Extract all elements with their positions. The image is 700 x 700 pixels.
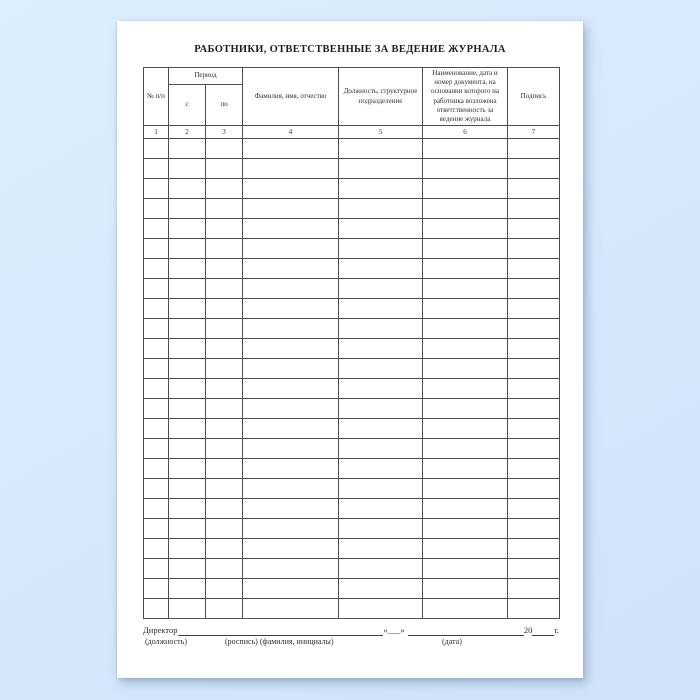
table-cell	[339, 239, 423, 259]
table-cell	[508, 379, 560, 399]
table-cell	[243, 439, 339, 459]
header-period: Период	[169, 68, 243, 85]
table-header	[144, 68, 560, 139]
date-blank-line	[408, 626, 524, 636]
table-cell	[339, 139, 423, 159]
table-cell	[423, 419, 508, 439]
table-cell	[339, 599, 423, 619]
table-cell	[243, 599, 339, 619]
column-numbers-row	[144, 126, 560, 139]
column-number: 3	[206, 126, 243, 139]
table-cell	[508, 299, 560, 319]
journal-keepers-table	[143, 67, 560, 619]
table-cell	[206, 419, 243, 439]
table-cell	[339, 499, 423, 519]
document-page	[117, 21, 583, 678]
table-cell	[339, 199, 423, 219]
table-cell	[423, 599, 508, 619]
table-cell	[169, 479, 206, 499]
date-label: (дата)	[442, 637, 462, 646]
table-cell	[144, 199, 169, 219]
column-number: 5	[339, 126, 423, 139]
table-cell	[144, 399, 169, 419]
table-cell	[243, 239, 339, 259]
table-cell	[243, 399, 339, 419]
table-row	[144, 219, 560, 239]
table-cell	[206, 319, 243, 339]
year-blank-line	[532, 626, 554, 636]
table-cell	[423, 179, 508, 199]
table-cell	[339, 159, 423, 179]
table-cell	[339, 579, 423, 599]
date-quote-marks: «___»	[383, 625, 405, 636]
table-cell	[206, 259, 243, 279]
table-cell	[169, 299, 206, 319]
table-cell	[169, 219, 206, 239]
table-cell	[169, 259, 206, 279]
signature-blank-line	[178, 626, 384, 636]
table-cell	[206, 219, 243, 239]
table-cell	[508, 319, 560, 339]
table-cell	[243, 379, 339, 399]
table-cell	[339, 299, 423, 319]
table-cell	[339, 559, 423, 579]
table-cell	[144, 139, 169, 159]
table-cell	[169, 199, 206, 219]
table-cell	[508, 179, 560, 199]
table-cell	[339, 179, 423, 199]
table-cell	[423, 159, 508, 179]
table-cell	[423, 359, 508, 379]
header-signature: Подпись	[508, 68, 560, 126]
table-row	[144, 139, 560, 159]
table-cell	[206, 439, 243, 459]
table-cell	[243, 339, 339, 359]
table-cell	[243, 179, 339, 199]
table-cell	[508, 399, 560, 419]
table-cell	[423, 219, 508, 239]
table-cell	[339, 419, 423, 439]
table-cell	[206, 199, 243, 219]
header-period-from: с	[169, 85, 206, 126]
table-row	[144, 499, 560, 519]
table-cell	[169, 519, 206, 539]
table-cell	[339, 319, 423, 339]
table-row	[144, 319, 560, 339]
table-cell	[339, 459, 423, 479]
table-row	[144, 539, 560, 559]
table-cell	[144, 259, 169, 279]
table-cell	[423, 199, 508, 219]
table-cell	[508, 479, 560, 499]
table-cell	[144, 179, 169, 199]
table-cell	[423, 539, 508, 559]
table-cell	[206, 359, 243, 379]
signature-sublabels	[143, 637, 559, 648]
table-row	[144, 279, 560, 299]
table-cell	[423, 519, 508, 539]
table-cell	[169, 499, 206, 519]
page-title: РАБОТНИКИ, ОТВЕТСТВЕННЫЕ ЗА ВЕДЕНИЕ ЖУРНАЛА	[194, 44, 506, 55]
table-cell	[508, 419, 560, 439]
table-cell	[144, 499, 169, 519]
table-cell	[243, 519, 339, 539]
table-cell	[144, 459, 169, 479]
table-cell	[144, 219, 169, 239]
table-cell	[206, 339, 243, 359]
table-cell	[423, 339, 508, 359]
table-row	[144, 579, 560, 599]
table-cell	[508, 539, 560, 559]
table-cell	[508, 279, 560, 299]
table-cell	[508, 579, 560, 599]
table-cell	[206, 459, 243, 479]
header-full-name: Фамилия, имя, отчество	[243, 68, 339, 126]
table-row	[144, 439, 560, 459]
table-cell	[243, 479, 339, 499]
table-cell	[423, 399, 508, 419]
table-cell	[339, 279, 423, 299]
table-row	[144, 559, 560, 579]
table-row	[144, 519, 560, 539]
table-cell	[339, 439, 423, 459]
table-cell	[206, 519, 243, 539]
table-cell	[243, 139, 339, 159]
table-cell	[169, 239, 206, 259]
table-cell	[169, 459, 206, 479]
table-cell	[169, 579, 206, 599]
table-cell	[508, 459, 560, 479]
table-cell	[339, 539, 423, 559]
table-cell	[206, 479, 243, 499]
signature-line	[143, 626, 559, 636]
table-cell	[144, 539, 169, 559]
table-cell	[243, 419, 339, 439]
table-row	[144, 179, 560, 199]
table-cell	[206, 379, 243, 399]
table-cell	[508, 199, 560, 219]
table-cell	[423, 279, 508, 299]
table-cell	[508, 559, 560, 579]
header-document: Наименование, дата и номер документа, на основании которого на работника возложена ответственность за ведение журнала	[423, 68, 508, 126]
table-cell	[144, 379, 169, 399]
table-row	[144, 459, 560, 479]
table-cell	[339, 519, 423, 539]
table-cell	[206, 399, 243, 419]
table-cell	[243, 319, 339, 339]
table-cell	[508, 159, 560, 179]
table-cell	[508, 339, 560, 359]
column-number: 2	[169, 126, 206, 139]
table-cell	[339, 259, 423, 279]
column-number: 6	[423, 126, 508, 139]
table-cell	[243, 279, 339, 299]
table-row	[144, 239, 560, 259]
table-cell	[169, 159, 206, 179]
position-label: (должность)	[145, 637, 187, 646]
table-cell	[243, 219, 339, 239]
table-cell	[508, 359, 560, 379]
table-cell	[206, 559, 243, 579]
table-cell	[169, 319, 206, 339]
table-row	[144, 159, 560, 179]
table-row	[144, 339, 560, 359]
table-cell	[243, 199, 339, 219]
table-cell	[423, 499, 508, 519]
table-cell	[243, 259, 339, 279]
table-cell	[423, 259, 508, 279]
table-body	[144, 139, 560, 619]
table-cell	[423, 239, 508, 259]
table-cell	[243, 579, 339, 599]
table-cell	[508, 139, 560, 159]
table-cell	[169, 539, 206, 559]
table-row	[144, 199, 560, 219]
table-cell	[144, 519, 169, 539]
table-cell	[169, 139, 206, 159]
table-cell	[144, 559, 169, 579]
signature-block	[143, 626, 559, 648]
table-cell	[243, 299, 339, 319]
header-position: Должность, структурное подразделение	[339, 68, 423, 126]
table-cell	[508, 259, 560, 279]
table-cell	[169, 419, 206, 439]
table-cell	[144, 299, 169, 319]
table-cell	[508, 599, 560, 619]
header-row-number: № п/п	[144, 68, 169, 126]
table-cell	[508, 499, 560, 519]
table-cell	[243, 159, 339, 179]
table-row	[144, 299, 560, 319]
table-cell	[423, 579, 508, 599]
header-period-to: по	[206, 85, 243, 126]
table-row	[144, 359, 560, 379]
table-row	[144, 259, 560, 279]
table-cell	[144, 579, 169, 599]
table-cell	[144, 479, 169, 499]
table-cell	[144, 419, 169, 439]
table-cell	[508, 519, 560, 539]
table-cell	[206, 499, 243, 519]
table-cell	[206, 599, 243, 619]
table-cell	[144, 339, 169, 359]
table-row	[144, 599, 560, 619]
table-cell	[169, 599, 206, 619]
table-cell	[339, 479, 423, 499]
table-cell	[206, 299, 243, 319]
table-row	[144, 399, 560, 419]
column-number: 4	[243, 126, 339, 139]
table-cell	[144, 239, 169, 259]
table-cell	[144, 279, 169, 299]
year-suffix: г.	[554, 625, 559, 636]
table-cell	[169, 359, 206, 379]
signature-name-label: (роспись) (фамилия, инициалы)	[225, 637, 334, 646]
table-cell	[206, 139, 243, 159]
table-cell	[206, 539, 243, 559]
table-cell	[339, 399, 423, 419]
table-cell	[169, 559, 206, 579]
table-cell	[339, 359, 423, 379]
table-row	[144, 379, 560, 399]
table-cell	[206, 159, 243, 179]
table-cell	[144, 319, 169, 339]
signer-label: Директор	[143, 625, 178, 636]
table-cell	[508, 239, 560, 259]
table-cell	[423, 299, 508, 319]
table-cell	[339, 379, 423, 399]
table-cell	[243, 499, 339, 519]
table-cell	[206, 579, 243, 599]
table-cell	[423, 439, 508, 459]
table-cell	[169, 339, 206, 359]
table-row	[144, 479, 560, 499]
table-cell	[243, 559, 339, 579]
table-cell	[169, 379, 206, 399]
table-cell	[423, 559, 508, 579]
table-cell	[508, 439, 560, 459]
table-cell	[169, 399, 206, 419]
year-prefix: 20	[523, 625, 533, 636]
column-number: 1	[144, 126, 169, 139]
table-cell	[423, 319, 508, 339]
table-cell	[423, 479, 508, 499]
table-cell	[423, 379, 508, 399]
table-cell	[206, 179, 243, 199]
table-cell	[508, 219, 560, 239]
table-cell	[169, 279, 206, 299]
table-cell	[206, 239, 243, 259]
table-cell	[206, 279, 243, 299]
table-cell	[339, 219, 423, 239]
table-cell	[423, 459, 508, 479]
table-cell	[144, 599, 169, 619]
table-cell	[243, 459, 339, 479]
table-cell	[169, 439, 206, 459]
table-row	[144, 419, 560, 439]
table-cell	[144, 439, 169, 459]
table-cell	[144, 159, 169, 179]
table-cell	[169, 179, 206, 199]
table-cell	[243, 359, 339, 379]
table-cell	[339, 339, 423, 359]
column-number: 7	[508, 126, 560, 139]
table-cell	[243, 539, 339, 559]
table-cell	[423, 139, 508, 159]
table-cell	[144, 359, 169, 379]
